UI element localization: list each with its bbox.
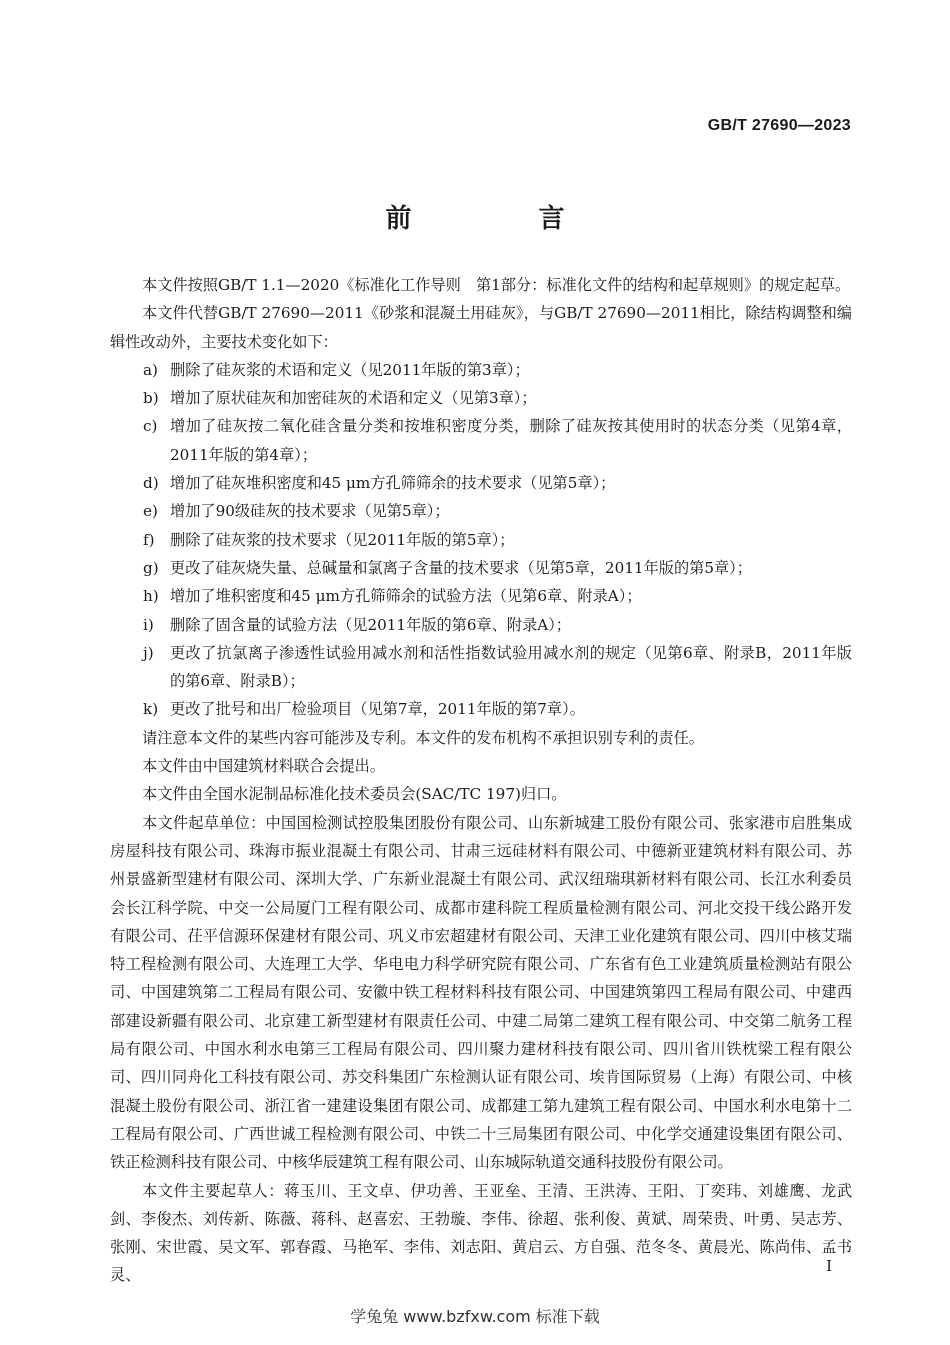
list-item-text: 增加了90级硅灰的技术要求（见第5章）； xyxy=(170,502,450,521)
list-marker: k) xyxy=(143,700,159,719)
page-title: 前 言 xyxy=(385,204,605,234)
list-item xyxy=(110,582,852,610)
list-item-text: 增加了硅灰按二氧化硅含量分类和按堆积密度分类，删除了硅灰按其使用时的状态分类（见第4章，2011年版的第4章）； xyxy=(170,417,852,464)
list-item-text: 删除了固含量的试验方法（见2011年版的第6章、附录A）； xyxy=(170,615,571,634)
list-marker: h) xyxy=(143,587,159,606)
list-item xyxy=(110,526,852,554)
list-marker: f) xyxy=(143,530,155,549)
list-item-text: 删除了硅灰浆的技术要求（见2011年版的第5章）； xyxy=(170,530,515,549)
paragraph-drafting-units: 本文件起草单位：中国国检测试控股集团股份有限公司、山东新城建工股份有限公司、张家港市启胜集成房屋科技有限公司、珠海市振业混凝土有限公司、甘肃三远硅材料有限公司、中德新亚建筑材料有限公司、苏州景盛新型建材有限公司、深圳大学、广东新业混凝土有限公司、武汉纽瑞琪新材料有限公司、长江水利委员会长江科学院、中交一公局厦门工程有限公司、成都市建科院工程质量检测有限公司、河北交投干线公路开发有限公司、茌平信源环保建材有限公司、巩义市宏超建材有限公司、天津工业化建筑有限公司、四川中核艾瑞特工程检测有限公司、大连理工大学、华电电力科学研究院有限公司、广东省有色工业建筑质量检测站有限公司、中国建筑第二工程局有限公司、安徽中铁工程材料科技有限公司、中国建筑第四工程局有限公司、中建西部建设新疆有限公司、北京建工新型建材有限责任公司、中建二局第二建筑工程有限公司、中交第二航务工程局有限公司、中国水利水电第三工程局有限公司、四川聚力建材科技有限公司、四川省川铁枕梁工程有限公司、四川同舟化工科技有限公司、苏交科集团广东检测认证有限公司、埃肯国际贸易（上海）有限公司、中核混凝土股份有限公司、浙江省一建建设集团有限公司、成都建工第九建筑工程有限公司、中国水利水电第十二工程局有限公司、广西世诚工程检测有限公司、中铁二十三局集团有限公司、中化学交通建设集团有限公司、铁正检测科技有限公司、中核华辰建筑工程有限公司、山东城际轨道交通科技股份有限公司。 xyxy=(110,813,852,1172)
paragraph-proposed-by: 本文件由中国建筑材料联合会提出。 xyxy=(142,757,385,776)
list-item xyxy=(110,497,852,525)
list-marker: g) xyxy=(143,558,159,577)
list-marker: e) xyxy=(143,502,158,521)
change-list xyxy=(110,356,852,724)
list-marker: c) xyxy=(143,417,158,436)
list-marker: j) xyxy=(143,643,154,662)
list-item xyxy=(110,554,852,582)
list-item xyxy=(110,611,852,639)
paragraph-centralized-by: 本文件由全国水泥制品标准化技术委员会(SAC/TC 197)归口。 xyxy=(142,785,567,804)
paragraph-patent-notice: 请注意本文件的某些内容可能涉及专利。本文件的发布机构不承担识别专利的责任。 xyxy=(142,728,704,747)
list-item xyxy=(110,695,852,723)
list-item-text: 增加了堆积密度和45 μm方孔筛筛余的试验方法（见第6章、附录A）； xyxy=(170,587,642,606)
list-marker: a) xyxy=(143,360,158,379)
list-marker: i) xyxy=(143,615,154,634)
list-item xyxy=(110,384,852,412)
list-item-text: 更改了硅灰烧失量、总碱量和氯离子含量的技术要求（见第5章，2011年版的第5章）； xyxy=(170,558,752,577)
list-marker: d) xyxy=(143,474,159,493)
standard-code: GB/T 27690—2023 xyxy=(707,117,851,134)
list-item-text: 增加了硅灰堆积密度和45 μm方孔筛筛余的技术要求（见第5章）； xyxy=(170,474,616,493)
list-item-text: 增加了原状硅灰和加密硅灰的术语和定义（见第3章）； xyxy=(170,389,537,408)
document-body xyxy=(110,271,852,1290)
paragraph-replacement: 本文件代替GB/T 27690—2011《砂浆和混凝土用硅灰》，与GB/T 27690—2011相比，除结构调整和编辑性改动外，主要技术变化如下： xyxy=(110,304,852,351)
list-item xyxy=(110,356,852,384)
paragraph-drafters: 本文件主要起草人：蒋玉川、王文卓、伊功善、王亚垒、王清、王洪涛、王阳、丁奕玮、刘雄鹰、龙武剑、李俊杰、刘传新、陈薇、蒋科、赵喜宏、王勃璇、李伟、徐超、张利俊、黄斌、周荣贵、叶勇、吴志芳、张刚、宋世霞、吴文军、郭春霞、马艳军、李伟、刘志阳、黄启云、方自强、范冬冬、黄晨光、陈尚伟、孟书灵、 xyxy=(110,1181,852,1285)
footer-watermark: 学兔兔 www.bzfxw.com 标准下载 xyxy=(350,1307,600,1326)
list-item xyxy=(110,469,852,497)
page-number: I xyxy=(826,1257,832,1275)
list-item-text: 更改了抗氯离子渗透性试验用减水剂和活性指数试验用减水剂的规定（见第6章、附录B，2011年版的第6章、附录B）； xyxy=(170,643,852,691)
paragraph-drafting-rules: 本文件按照GB/T 1.1—2020《标准化工作导则 第1部分：标准化文件的结构和起草规则》的规定起草。 xyxy=(142,276,851,294)
list-marker: b) xyxy=(143,389,159,408)
list-item xyxy=(110,639,852,696)
list-item xyxy=(110,412,852,469)
list-item-text: 更改了批号和出厂检验项目（见第7章，2011年版的第7章）。 xyxy=(170,700,585,719)
list-item-text: 删除了硅灰浆的术语和定义（见2011年版的第3章）； xyxy=(170,360,530,379)
